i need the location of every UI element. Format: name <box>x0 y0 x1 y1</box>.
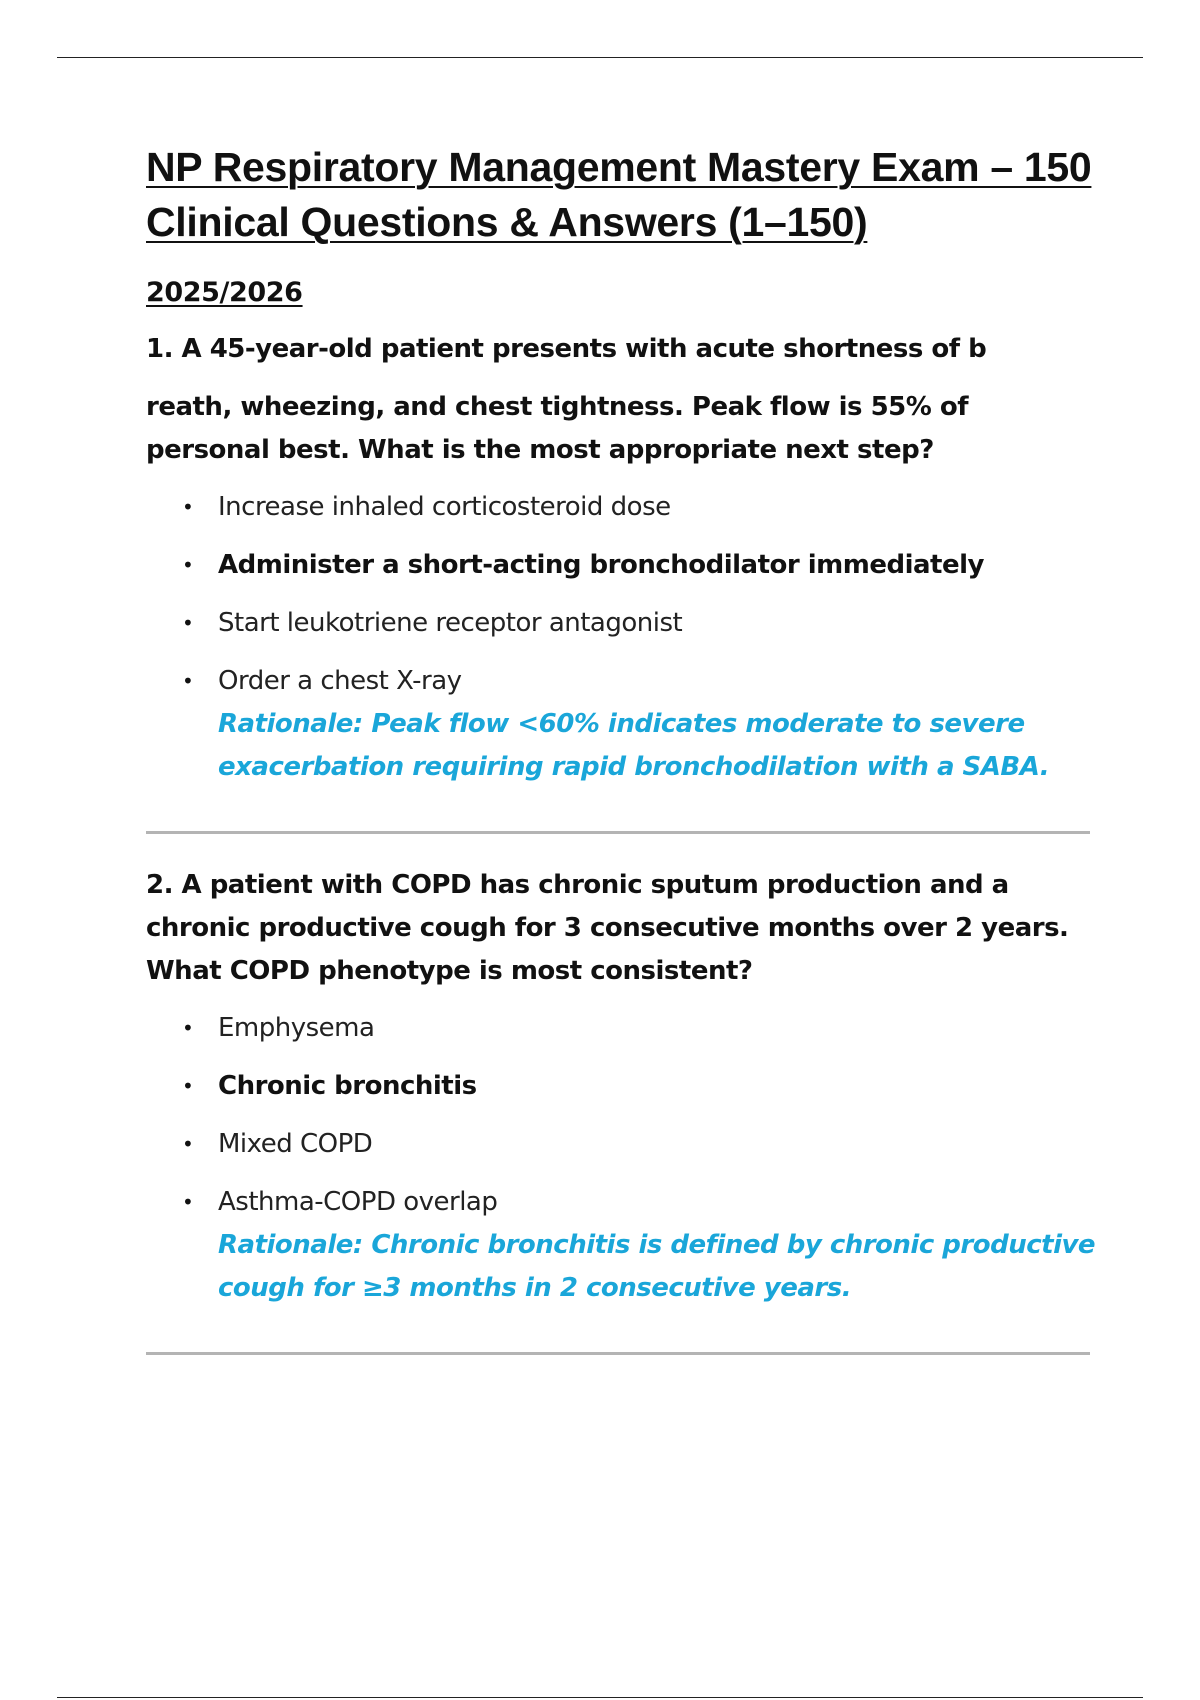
option-text: Emphysema <box>218 1013 375 1043</box>
question-separator <box>146 1352 1090 1355</box>
question-1-rationale: Rationale: Peak flow <60% indicates moderate to severe exacerbation requiring rapid bronchodilation with a SABA. <box>218 709 1050 782</box>
question-1 <box>146 328 1096 834</box>
bullet-icon: • <box>182 1132 194 1156</box>
option-text: Chronic bronchitis <box>218 1071 477 1101</box>
document-content <box>146 140 1096 1355</box>
bullet-icon: • <box>182 611 194 635</box>
document-year: 2025/2026 <box>146 277 303 308</box>
question-2-option-d <box>146 1181 1096 1310</box>
question-1-stem <box>146 328 1096 472</box>
question-2-options <box>146 1007 1096 1310</box>
page-bottom-rule <box>57 1697 1143 1698</box>
option-text: Administer a short-acting bronchodilator immediately <box>218 550 984 580</box>
question-1-options <box>146 486 1096 789</box>
bullet-icon: • <box>182 553 194 577</box>
bullet-icon: • <box>182 1016 194 1040</box>
question-2 <box>146 864 1096 1355</box>
question-2-option-b-correct <box>146 1065 1096 1108</box>
option-text: Asthma-COPD overlap <box>218 1187 498 1217</box>
option-text: Mixed COPD <box>218 1129 373 1159</box>
option-text: Order a chest X-ray <box>218 666 462 696</box>
question-1-option-c <box>146 602 1096 645</box>
question-2-rationale: Rationale: Chronic bronchitis is defined by chronic productive cough for ≥3 months in 2 consecutive years. <box>218 1230 1096 1303</box>
bullet-icon: • <box>182 1074 194 1098</box>
question-2-stem: 2. A patient with COPD has chronic sputum production and a chronic productive cough for 3 consecutive months over 2 years. What COPD phenotype is most consistent? <box>146 870 1069 986</box>
bullet-icon: • <box>182 1190 194 1214</box>
question-2-option-a <box>146 1007 1096 1050</box>
question-1-stem-line-1: 1. A 45-year-old patient presents with acute shortness of b <box>146 334 987 364</box>
question-1-option-d <box>146 660 1096 789</box>
bullet-icon: • <box>182 495 194 519</box>
bullet-icon: • <box>182 669 194 693</box>
question-1-stem-line-2: reath, wheezing, and chest tightness. Peak flow is 55% of personal best. What is the most appropriate next step? <box>146 392 969 465</box>
document-title: NP Respiratory Management Mastery Exam – 150 Clinical Questions & Answers (1–150) <box>146 144 1092 245</box>
option-text: Increase inhaled corticosteroid dose <box>218 492 671 522</box>
page-top-rule <box>57 57 1143 58</box>
question-1-option-a <box>146 486 1096 529</box>
option-text: Start leukotriene receptor antagonist <box>218 608 683 638</box>
question-2-option-c <box>146 1123 1096 1166</box>
question-separator <box>146 831 1090 834</box>
question-1-option-b-correct <box>146 544 1096 587</box>
